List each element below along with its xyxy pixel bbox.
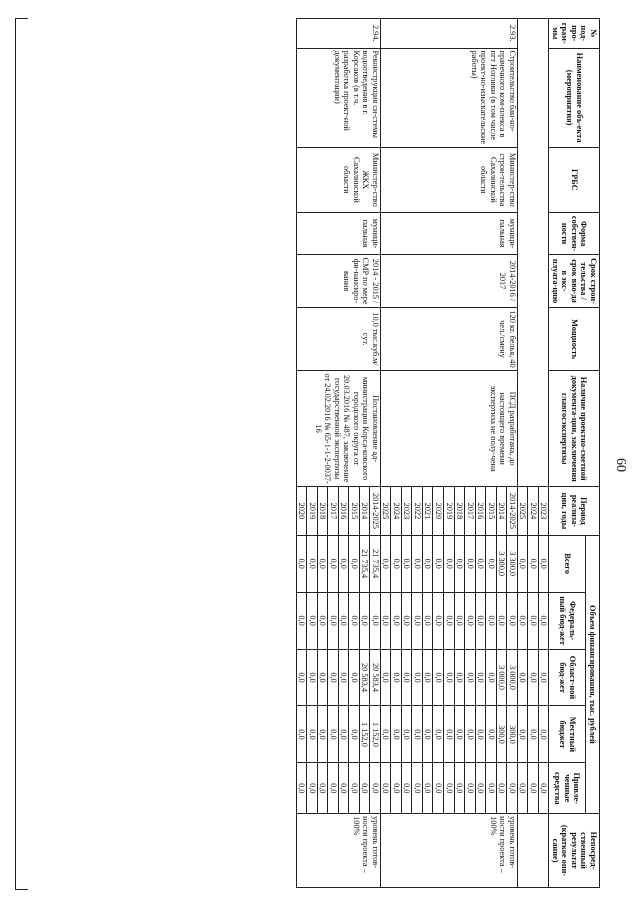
table-row (370, 19, 381, 888)
private-cell: 0,0 (380, 763, 391, 814)
regional-cell: 3 000,0 (507, 649, 518, 706)
local-cell: 0,0 (538, 706, 549, 763)
local-cell: 0,0 (391, 706, 402, 763)
continuation-result-cell (517, 814, 549, 888)
regional-cell: 0,0 (317, 649, 328, 706)
federal-cell: 0,0 (528, 592, 539, 649)
object-name: Реконструкция си-стемы водоотведения в г. Корсаков (в т.ч. разработка проект-ной документации) (296, 48, 380, 147)
federal-cell: 0,0 (328, 592, 339, 649)
private-cell: 0,0 (359, 763, 370, 814)
regional-cell: 20 583,4 (370, 649, 381, 706)
regional-cell: 0,0 (349, 649, 360, 706)
object-result: уровень готов-ности проекта – 100% (380, 814, 517, 888)
regional-cell: 0,0 (422, 649, 433, 706)
regional-cell: 0,0 (380, 649, 391, 706)
investment-objects-table (296, 18, 600, 888)
federal-cell: 0,0 (307, 592, 318, 649)
period-cell: 2023 (538, 487, 549, 536)
federal-cell: 0,0 (349, 592, 360, 649)
local-cell: 0,0 (444, 706, 455, 763)
header-result: Непосред-ственный результат (краткое опи-сание) (549, 814, 600, 888)
total-cell: 21 735,4 (370, 535, 381, 592)
period-cell: 2024 (391, 487, 402, 536)
period-cell: 2023 (401, 487, 412, 536)
local-cell: 0,0 (517, 706, 528, 763)
federal-cell: 0,0 (412, 592, 423, 649)
federal-cell: 0,0 (454, 592, 465, 649)
table-row (507, 19, 518, 888)
total-cell: 0,0 (475, 535, 486, 592)
period-cell: 2018 (317, 487, 328, 536)
federal-cell: 0,0 (401, 592, 412, 649)
header-funding-group: Объем финансирования, тыс. рублей (585, 535, 599, 813)
period-cell: 2014 (496, 487, 507, 536)
federal-cell: 0,0 (475, 592, 486, 649)
private-cell: 0,0 (528, 763, 539, 814)
period-cell: 2014-2025 (507, 487, 518, 536)
header-total: Всего (549, 535, 585, 592)
regional-cell: 0,0 (328, 649, 339, 706)
federal-cell: 0,0 (486, 592, 497, 649)
period-cell: 2019 (444, 487, 455, 536)
local-cell: 1 152,0 (359, 706, 370, 763)
period-cell: 2016 (475, 487, 486, 536)
local-cell: 0,0 (349, 706, 360, 763)
private-cell: 0,0 (317, 763, 328, 814)
regional-cell: 20 583,4 (359, 649, 370, 706)
header-no: № под-про-грам-мы (549, 19, 600, 49)
private-cell: 0,0 (307, 763, 318, 814)
private-cell: 0,0 (370, 763, 381, 814)
private-cell: 0,0 (517, 763, 528, 814)
period-cell: 2021 (422, 487, 433, 536)
header-regional: Област-ной бюд-жет (549, 649, 585, 706)
table-row (538, 19, 549, 888)
total-cell: 0,0 (391, 535, 402, 592)
total-cell: 0,0 (538, 535, 549, 592)
local-cell: 0,0 (454, 706, 465, 763)
total-cell: 0,0 (296, 535, 307, 592)
federal-cell: 0,0 (370, 592, 381, 649)
private-cell: 0,0 (338, 763, 349, 814)
regional-cell: 0,0 (465, 649, 476, 706)
local-cell: 0,0 (380, 706, 391, 763)
private-cell: 0,0 (412, 763, 423, 814)
local-cell: 0,0 (328, 706, 339, 763)
object-grbs: Министер-ство строи-тельства Сахалинской области (380, 147, 517, 212)
regional-cell: 0,0 (475, 649, 486, 706)
local-cell: 0,0 (422, 706, 433, 763)
total-cell: 0,0 (349, 535, 360, 592)
regional-cell: 0,0 (538, 649, 549, 706)
total-cell: 0,0 (528, 535, 539, 592)
total-cell: 0,0 (338, 535, 349, 592)
local-cell: 0,0 (528, 706, 539, 763)
local-cell: 300,0 (496, 706, 507, 763)
local-cell: 0,0 (401, 706, 412, 763)
federal-cell: 0,0 (317, 592, 328, 649)
page-number: 60 (613, 458, 628, 472)
federal-cell: 0,0 (359, 592, 370, 649)
private-cell: 0,0 (296, 763, 307, 814)
federal-cell: 0,0 (517, 592, 528, 649)
header-ownership: Форма собствен-ности (549, 213, 600, 255)
private-cell: 0,0 (496, 763, 507, 814)
header-period: Период реализа-ции, годы (549, 487, 600, 536)
period-cell: 2015 (486, 487, 497, 536)
period-cell: 2020 (296, 487, 307, 536)
federal-cell: 0,0 (538, 592, 549, 649)
object-grbs: Министер-ство ЖКХ Сахалинской области (296, 147, 380, 212)
header-psd: Наличие проектно-сметной документа-ции, заключения главгосэкспертизы (549, 371, 600, 487)
federal-cell: 0,0 (433, 592, 444, 649)
local-cell: 0,0 (412, 706, 423, 763)
period-cell: 2014-2025 (370, 487, 381, 536)
regional-cell: 0,0 (528, 649, 539, 706)
period-cell: 2016 (338, 487, 349, 536)
private-cell: 0,0 (433, 763, 444, 814)
total-cell: 0,0 (422, 535, 433, 592)
private-cell: 0,0 (401, 763, 412, 814)
object-capacity: 10,0 тыс.куб.м/сут. (296, 307, 380, 370)
regional-cell: 0,0 (517, 649, 528, 706)
regional-cell: 0,0 (391, 649, 402, 706)
regional-cell: 0,0 (401, 649, 412, 706)
object-psd-status: ПСД разработана, до настоящего времени экспертиза не полу-чена (380, 371, 517, 487)
private-cell: 0,0 (486, 763, 497, 814)
object-psd-status: Постановление ад-министрации Корса-ковского городского округа от 20.03.2016 № 487, заключение государственной экспертизы от 24.02.2016 № 65-1-1-2-0037-16 (296, 371, 380, 487)
regional-cell: 0,0 (338, 649, 349, 706)
header-federal: Федераль-ный бюд-жет (549, 592, 585, 649)
regional-cell: 0,0 (412, 649, 423, 706)
federal-cell: 0,0 (380, 592, 391, 649)
period-cell: 2020 (433, 487, 444, 536)
object-ownership: муници-пальная (380, 213, 517, 255)
total-cell: 0,0 (465, 535, 476, 592)
private-cell: 0,0 (328, 763, 339, 814)
header-capacity: Мощность (549, 307, 600, 370)
object-number: 2.93. (380, 19, 517, 49)
local-cell: 0,0 (296, 706, 307, 763)
total-cell: 0,0 (307, 535, 318, 592)
regional-cell: 0,0 (296, 649, 307, 706)
period-cell: 2018 (454, 487, 465, 536)
header-grbs: ГРБС (549, 147, 600, 212)
table-bottom-edge (15, 18, 28, 890)
period-cell: 2015 (349, 487, 360, 536)
federal-cell: 0,0 (338, 592, 349, 649)
local-cell: 0,0 (475, 706, 486, 763)
header-local: Местный бюджет (549, 706, 585, 763)
total-cell: 0,0 (486, 535, 497, 592)
period-cell: 2017 (465, 487, 476, 536)
total-cell: 3 300,0 (507, 535, 518, 592)
regional-cell: 0,0 (444, 649, 455, 706)
total-cell: 0,0 (412, 535, 423, 592)
private-cell: 0,0 (507, 763, 518, 814)
federal-cell: 0,0 (296, 592, 307, 649)
federal-cell: 0,0 (507, 592, 518, 649)
local-cell: 0,0 (486, 706, 497, 763)
federal-cell: 0,0 (496, 592, 507, 649)
local-cell: 0,0 (433, 706, 444, 763)
federal-cell: 0,0 (422, 592, 433, 649)
period-cell: 2022 (412, 487, 423, 536)
total-cell: 0,0 (401, 535, 412, 592)
private-cell: 0,0 (475, 763, 486, 814)
period-cell: 2025 (380, 487, 391, 536)
federal-cell: 0,0 (444, 592, 455, 649)
federal-cell: 0,0 (465, 592, 476, 649)
period-cell: 2024 (528, 487, 539, 536)
total-cell: 0,0 (454, 535, 465, 592)
private-cell: 0,0 (349, 763, 360, 814)
period-cell: 2014 (359, 487, 370, 536)
regional-cell: 0,0 (486, 649, 497, 706)
private-cell: 0,0 (422, 763, 433, 814)
object-term: 2014-2016 / 2017 (380, 255, 517, 308)
regional-cell: 0,0 (454, 649, 465, 706)
header-term: Срок строи-тельства / срок вво-да в экс-плуата-цию (549, 255, 600, 308)
total-cell: 0,0 (317, 535, 328, 592)
total-cell: 3 300,0 (496, 535, 507, 592)
header-private: Привле-ченные средства (549, 763, 585, 814)
federal-cell: 0,0 (391, 592, 402, 649)
total-cell: 0,0 (517, 535, 528, 592)
local-cell: 1 152,0 (370, 706, 381, 763)
period-cell: 2019 (307, 487, 318, 536)
local-cell: 0,0 (465, 706, 476, 763)
total-cell: 0,0 (444, 535, 455, 592)
private-cell: 0,0 (465, 763, 476, 814)
header-object-name: Наименование объ-екта (мероприятия) (549, 48, 600, 147)
total-cell: 0,0 (328, 535, 339, 592)
total-cell: 0,0 (380, 535, 391, 592)
private-cell: 0,0 (391, 763, 402, 814)
regional-cell: 0,0 (433, 649, 444, 706)
local-cell: 0,0 (338, 706, 349, 763)
object-ownership: муници-пальная (296, 213, 380, 255)
regional-cell: 0,0 (307, 649, 318, 706)
local-cell: 300,0 (507, 706, 518, 763)
object-result: уровень готов-ности проекта – 100% (296, 814, 380, 888)
local-cell: 0,0 (307, 706, 318, 763)
private-cell: 0,0 (454, 763, 465, 814)
total-cell: 21 735,4 (359, 535, 370, 592)
local-cell: 0,0 (317, 706, 328, 763)
object-term: 2014 - 2015 / СМР по мере фи-нансиро-вания (296, 255, 380, 308)
period-cell: 2017 (328, 487, 339, 536)
object-number: 2.94. (296, 19, 380, 49)
total-cell: 0,0 (433, 535, 444, 592)
object-name: Строительство бан-но-прачечного ком-плекса в пгт Ноглики (в том числе проект-но-изыскательские работы) (380, 48, 517, 147)
object-capacity: 120 кг. белья, 40 чел./смену (380, 307, 517, 370)
period-cell: 2025 (517, 487, 528, 536)
private-cell: 0,0 (538, 763, 549, 814)
continuation-blank-cell (517, 19, 549, 487)
private-cell: 0,0 (444, 763, 455, 814)
regional-cell: 3 000,0 (496, 649, 507, 706)
